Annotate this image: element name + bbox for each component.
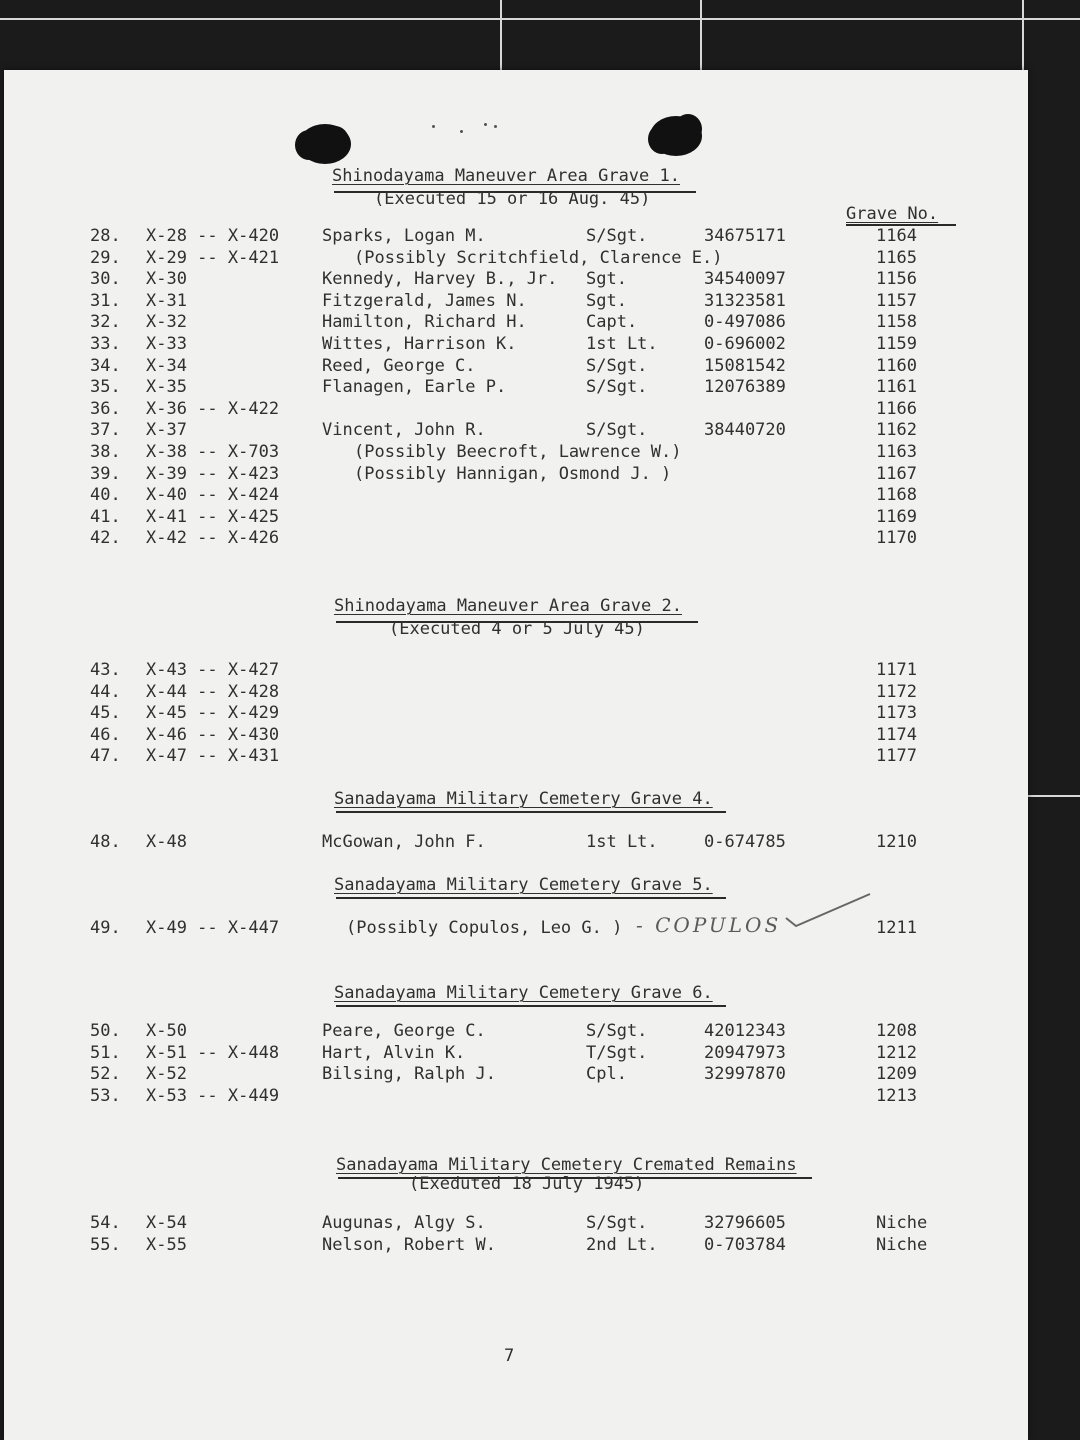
row-number: 42. [90,528,121,549]
grave-number: 1159 [876,334,917,354]
rank: S/Sgt. [586,420,648,441]
person-name: Nelson, Robert W. [322,1234,496,1255]
row-number: 48. [90,832,121,852]
checkmark-icon [784,890,874,930]
grave-number: 1213 [876,1085,917,1106]
grave-number: 1156 [876,269,917,290]
x-reference: X-28 -- X-420 [146,226,280,246]
board-line [0,18,1080,20]
grave-number: 1208 [876,1021,917,1041]
x-reference: X-36 -- X-422 [146,398,280,419]
row-number: 43. [90,660,121,680]
person-name: Kennedy, Harvey B., Jr. [322,269,558,290]
row-number: 54. [90,1213,121,1233]
row-number: 37. [90,420,121,441]
x-reference: X-33 [146,334,187,354]
row-number: 47. [90,746,121,767]
x-reference: X-47 -- X-431 [146,746,280,767]
grave-number: 1167 [876,463,917,484]
row-number: 53. [90,1085,121,1106]
x-reference: X-46 -- X-430 [146,724,280,745]
x-reference: X-41 -- X-425 [146,506,280,527]
grave-number: 1160 [876,355,917,376]
section-title: Sanadayama Military Cemetery Grave 6. [334,983,713,1003]
section-rule [336,897,726,899]
grave-number: 1166 [876,398,917,419]
row-number: 46. [90,724,121,745]
row-number: 49. [90,918,121,938]
board-line [700,0,702,70]
x-reference: X-37 [146,420,187,441]
grave-number: 1209 [876,1064,917,1085]
person-name: (Possibly Hannigan, Osmond J. ) [354,463,672,484]
person-name: Bilsing, Ralph J. [322,1064,496,1085]
serial-number: 20947973 [704,1042,786,1063]
grave-number: 1177 [876,746,917,767]
x-reference: X-44 -- X-428 [146,681,280,702]
row-number: 35. [90,377,121,398]
row-number: 34. [90,355,121,376]
person-name: (Possibly Copulos, Leo G. ) [346,918,623,938]
x-reference: X-43 -- X-427 [146,660,280,680]
person-name: (Possibly Scritchfield, Clarence E.) [354,247,723,268]
rank: Capt. [586,312,638,333]
rank: Cpl. [586,1064,627,1085]
row-number: 50. [90,1021,121,1041]
grave-number: 1158 [876,312,917,333]
serial-number: 34540097 [704,269,786,290]
person-name: Sparks, Logan M. [322,226,486,246]
rank: S/Sgt. [586,377,648,398]
serial-number: 34675171 [704,226,786,246]
grave-number: 1210 [876,832,917,852]
grave-number: 1169 [876,506,917,527]
grave-number: 1163 [876,442,917,462]
x-reference: X-32 [146,312,187,333]
serial-number: 0-703784 [704,1234,786,1255]
row-number: 32. [90,312,121,333]
row-number: 40. [90,485,121,506]
x-reference: X-52 [146,1064,187,1085]
x-reference: X-31 [146,290,187,311]
rank: 1st Lt. [586,832,658,852]
person-name: Fitzgerald, James N. [322,290,527,311]
page-number: 7 [504,1346,515,1366]
section-subtitle: (Exeduted 18 July 1945) [409,1174,645,1194]
x-reference: X-38 -- X-703 [146,442,280,462]
person-name: McGowan, John F. [322,832,486,852]
grave-number: 1211 [876,918,917,938]
person-name: Hamilton, Richard H. [322,312,527,333]
row-number: 44. [90,681,121,702]
row-number: 31. [90,290,121,311]
x-reference: X-34 [146,355,187,376]
x-reference: X-30 [146,269,187,290]
x-reference: X-39 -- X-423 [146,463,280,484]
section-title: Sanadayama Military Cemetery Grave 4. [334,789,713,809]
punch-hole-left [299,124,351,164]
grave-number: 1162 [876,420,917,441]
row-number: 38. [90,442,121,462]
section-title: Sanadayama Military Cemetery Grave 5. [334,875,713,895]
grave-number: 1171 [876,660,917,680]
row-number: 55. [90,1234,121,1255]
grave-number: 1170 [876,528,917,549]
document-page [4,70,1028,1440]
person-name: Wittes, Harrison K. [322,334,517,354]
row-number: 41. [90,506,121,527]
serial-number: 42012343 [704,1021,786,1041]
serial-number: 15081542 [704,355,786,376]
row-number: 51. [90,1042,121,1063]
grave-number: Niche [876,1234,928,1255]
row-number: 36. [90,398,121,419]
person-name: Peare, George C. [322,1021,486,1041]
row-number: 30. [90,269,121,290]
x-reference: X-51 -- X-448 [146,1042,280,1063]
serial-number: 32997870 [704,1064,786,1085]
x-reference: X-48 [146,832,187,852]
row-number: 33. [90,334,121,354]
serial-number: 0-696002 [704,334,786,354]
x-reference: X-29 -- X-421 [146,247,280,268]
serial-number: 38440720 [704,420,786,441]
grave-number: 1157 [876,290,917,311]
rank: S/Sgt. [586,1213,648,1233]
serial-number: 0-674785 [704,832,786,852]
rank: Sgt. [586,269,627,290]
grave-number: Niche [876,1213,928,1233]
handwritten-annotation: - COPULOS [636,913,782,937]
x-reference: X-35 [146,377,187,398]
person-name: (Possibly Beecroft, Lawrence W.) [354,442,682,462]
grave-number: 1165 [876,247,917,268]
board-line [1028,795,1080,797]
serial-number: 0-497086 [704,312,786,333]
section-title: Shinodayama Maneuver Area Grave 1. [332,166,680,186]
rank: S/Sgt. [586,226,648,246]
person-name: Reed, George C. [322,355,476,376]
section-rule [336,1005,726,1007]
grave-number: 1168 [876,485,917,506]
x-reference: X-45 -- X-429 [146,703,280,724]
person-name: Hart, Alvin K. [322,1042,466,1063]
row-number: 45. [90,703,121,724]
rank: S/Sgt. [586,355,648,376]
row-number: 28. [90,226,121,246]
section-rule [336,811,726,813]
x-reference: X-50 [146,1021,187,1041]
section-title: Sanadayama Military Cemetery Cremated Remains [336,1155,797,1175]
serial-number: 32796605 [704,1213,786,1233]
x-reference: X-40 -- X-424 [146,485,280,506]
grave-no-header: Grave No. [846,204,939,224]
grave-number: 1173 [876,703,917,724]
rank: T/Sgt. [586,1042,648,1063]
section-title: Shinodayama Maneuver Area Grave 2. [334,596,682,616]
board-line [500,0,502,70]
x-reference: X-55 [146,1234,187,1255]
grave-number: 1161 [876,377,917,398]
row-number: 39. [90,463,121,484]
grave-number: 1174 [876,724,917,745]
row-number: 29. [90,247,121,268]
x-reference: X-53 -- X-449 [146,1085,280,1106]
serial-number: 12076389 [704,377,786,398]
x-reference: X-49 -- X-447 [146,918,280,938]
rank: Sgt. [586,290,627,311]
grave-number: 1172 [876,681,917,702]
person-name: Augunas, Algy S. [322,1213,486,1233]
rank: S/Sgt. [586,1021,648,1041]
rank: 1st Lt. [586,334,658,354]
grave-number: 1164 [876,226,917,246]
row-number: 52. [90,1064,121,1085]
section-subtitle: (Executed 15 or 16 Aug. 45) [374,189,651,209]
rank: 2nd Lt. [586,1234,658,1255]
x-reference: X-42 -- X-426 [146,528,280,549]
serial-number: 31323581 [704,290,786,311]
section-subtitle: (Executed 4 or 5 July 45) [389,619,645,639]
grave-number: 1212 [876,1042,917,1063]
person-name: Flanagen, Earle P. [322,377,507,398]
x-reference: X-54 [146,1213,187,1233]
punch-hole-right [650,116,702,156]
person-name: Vincent, John R. [322,420,486,441]
